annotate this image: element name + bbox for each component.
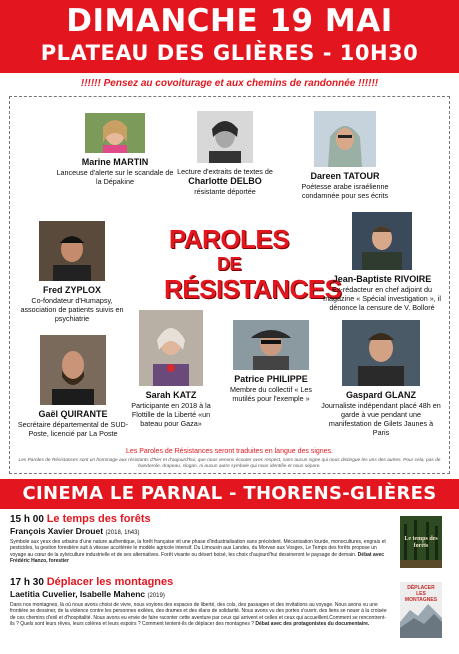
speaker-sarah-katz — [126, 310, 216, 428]
speaker-photo — [314, 111, 376, 167]
speaker-photo — [352, 212, 412, 270]
speaker-photo — [233, 320, 309, 370]
speaker-name: Marine MARTIN — [81, 157, 149, 167]
speaker-name: Patrice PHILIPPE — [234, 374, 308, 384]
film-description — [10, 602, 390, 627]
event-title — [164, 224, 342, 304]
film-author — [10, 526, 390, 539]
speaker-name: Charlotte DELBO — [188, 176, 262, 186]
film-time: 15 h 00 — [10, 514, 44, 525]
speaker-photo — [342, 320, 420, 386]
film-author — [10, 589, 390, 602]
cinema-banner: CINEMA LE PARNAL - THORENS-GLIÈRES — [0, 479, 459, 509]
speaker-desc: Secrétaire départemental de SUD-Poste, licencié par La Poste — [17, 420, 129, 438]
event-place-time: PLATEAU DES GLIÈRES - 10H30 — [40, 41, 419, 65]
film-2-poster-text: DÉPLACER LES MONTAGNES — [404, 585, 438, 603]
film-year: (2018, 1h43) — [105, 530, 140, 536]
speaker-desc: Poétesse arabe israélienne condamnée pour ses écrits — [301, 182, 389, 200]
carpool-notice: !!!!!! Pensez au covoiturage et aux chemins de randonnée !!!!!! — [80, 78, 379, 89]
title-word-de: DE — [216, 254, 241, 274]
speaker-patrice-philippe — [226, 320, 316, 403]
film-1-poster-text: Le temps des forêts — [404, 536, 438, 549]
speaker-desc: résistante déportée — [194, 187, 256, 196]
film-director: Laetitia Cuvelier, Isabelle Mahenc — [10, 589, 146, 599]
speaker-name: Fred ZYPLOX — [42, 285, 101, 295]
film-1 — [10, 513, 390, 564]
speaker-gael-quirante — [16, 335, 130, 438]
speaker-jean-baptiste-rivoire — [322, 212, 442, 312]
speaker-marine-martin — [56, 113, 174, 186]
film-time: 17 h 30 — [10, 577, 44, 588]
film-debate: Débat avec Frédéric Hanzo, forestier — [10, 551, 385, 564]
film-title: Le temps des forêts — [46, 513, 151, 525]
speaker-photo — [139, 310, 203, 386]
speaker-name: Jean-Baptiste RIVOIRE — [332, 274, 432, 284]
film-synopsis: Dans nos montagnes, là où nous avons choisi de vivre, nous voyions des espaces de liberté, des cols, des passages et des invitations au voyage. Nous avons vu une frontière se dessiner, de la violence contre les personnes exilées, des drames et des élans de solidarité. Nous avons vu des portes s'ouvrir, des liens se nouer à la croisée de ces chemins d'exil et d'hospitalité. Nous avons eu envie de faire raconter cette aventure par ceux qui arrivent et celles et ceux qui accueillent.Comment se rencontrent-ils ? Quels sont leurs rêves, leurs colères et leurs espoirs ? Comment tentent-ils de déplacer des montagnes ? — [10, 602, 387, 627]
speaker-name: Gaël QUIRANTE — [38, 409, 108, 419]
film-year: (2019) — [147, 593, 165, 599]
speaker-photo — [197, 111, 253, 163]
speaker-dareen-tatour — [290, 111, 400, 200]
speaker-desc: Ex-rédacteur en chef adjoint du magazine « Spécial investigation », il dénonce la censure de V. Bolloré — [323, 285, 441, 312]
speaker-desc: Participante en 2018 à la Flottille de la Liberté «un bateau pour Gaza» — [131, 401, 211, 428]
speaker-charlotte-delbo — [176, 111, 274, 196]
film-title: Déplacer les montagnes — [46, 576, 174, 588]
speaker-photo — [40, 335, 106, 405]
film-2 — [10, 576, 390, 627]
title-word-paroles: PAROLES — [168, 224, 290, 254]
speaker-desc: Membre du collectif « Les mutilés pour l'exemple » — [230, 385, 312, 403]
film-description — [10, 539, 390, 564]
speaker-photo — [85, 113, 145, 153]
speaker-name: Gaspard GLANZ — [345, 390, 416, 400]
film-synopsis: Symbole aux yeux des urbains d'une nature authentique, la forêt française vit une phase d'industrialisation sans précédent. Mécanisation lourde, monocultures, engrais et pesticides, la gestion forestière suit à vitesse accélérée le modèle agricole intensif. Du Limousin aux Landes, du Morvan aux Vosges, Le Temps des forêts propose un voyage au cœur de la sylviculture industrielle et de ses alternatives. Forêt vivante ou désert boisé, les choix d'aujourd'hui dessineront le paysage de demain. — [10, 539, 386, 558]
sign-language-note: Les Paroles de Résistances seront traduites en langue des signes. — [125, 448, 333, 455]
speaker-name: Dareen TATOUR — [310, 171, 380, 181]
event-header — [0, 0, 459, 73]
event-date: DIMANCHE 19 MAI — [66, 3, 393, 39]
film-time-title — [10, 576, 390, 589]
film-time-title — [10, 513, 390, 526]
speaker-desc: Co-fondateur d'Humapsy, association de patients suivis en psychiatrie — [20, 296, 124, 323]
film-debate: Débat avec des protagonistes du documentaire. — [255, 620, 370, 627]
speaker-photo — [39, 221, 105, 281]
speaker-pre: Lecture d'extraits de textes de — [177, 167, 273, 176]
title-word-resistances: RÉSISTANCES — [164, 274, 342, 304]
speaker-desc: Lanceuse d'alerte sur le scandale de la Dépakine — [56, 168, 174, 186]
speaker-fred-zyplox — [16, 221, 128, 323]
film-director: François Xavier Drouet — [10, 526, 104, 536]
speaker-name: Sarah KATZ — [145, 390, 197, 400]
respect-note: Les Paroles de Résistances sont un hommage aux résistants d'hier et d'aujourd'hui, que nous venons écouter avec respect, sans aucun signe qui nous distingue les uns des autres. Pour cela, pas de banderole, drapeau, slogan, ni aucun autre symbole qui nous identifie et nous sépare. — [18, 458, 441, 469]
speaker-desc: Journaliste indépendant placé 48h en garde à vue pendant une manifestation de Gilets Jaunes à Paris — [321, 401, 441, 437]
speaker-gaspard-glanz — [320, 320, 442, 437]
